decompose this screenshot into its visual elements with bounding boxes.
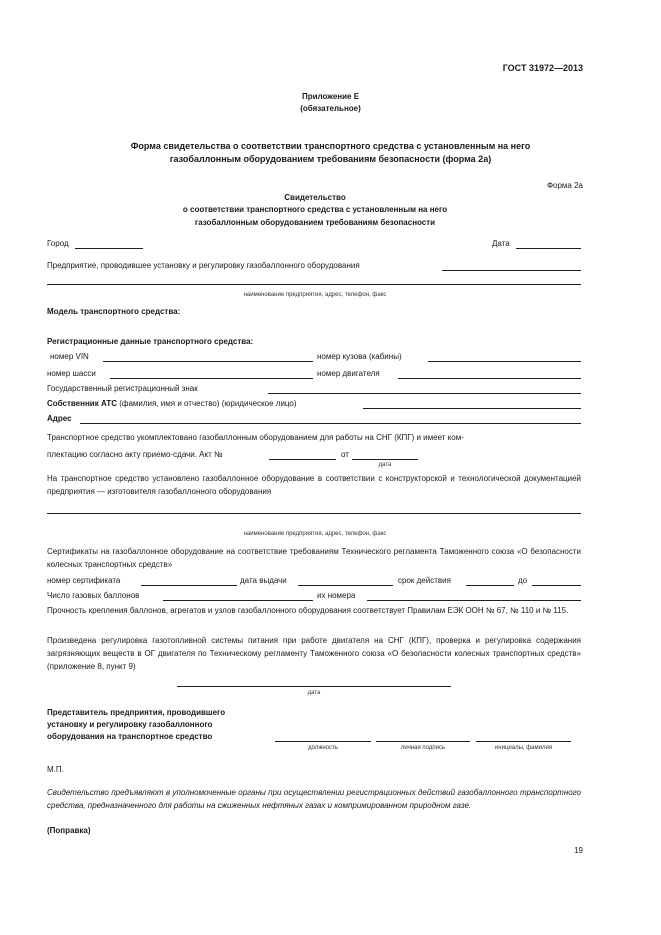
representative-line3: оборудования на транспортное средство <box>47 732 213 741</box>
initials-field[interactable] <box>476 741 571 742</box>
owner-field[interactable] <box>363 408 581 409</box>
page-number: 19 <box>574 846 583 855</box>
state-reg-field[interactable] <box>268 393 581 394</box>
act-date-field[interactable] <box>352 459 418 460</box>
chassis-number-label: номер шасси <box>47 369 96 378</box>
appendix-status: (обязательное) <box>300 104 361 113</box>
validity-label: срок действия <box>398 576 451 585</box>
act-date-hint: дата <box>378 462 392 468</box>
cylinder-numbers-field[interactable] <box>367 600 581 601</box>
owner-label: Собственник АТС <box>47 399 117 408</box>
cert-number-label: номер сертификата <box>47 576 121 585</box>
initials-hint: инициалы, фамилия <box>494 745 553 751</box>
equipped-text-line2: плектацию согласно акту приемо-сдачи. Акт № <box>47 450 223 459</box>
enterprise-hint: наименование предприятия, адрес, телефон, факс <box>243 292 387 298</box>
installed-text: На транспортное средство установлено газобаллонное оборудование в соответствии с конструкторской и технологической документацией предприятия — изготовителя газобаллонного оборудования <box>47 474 581 496</box>
city-label: Город <box>47 239 69 248</box>
cert-title-line1: Свидетельство <box>284 193 346 202</box>
amendment-label: (Поправка) <box>47 826 91 835</box>
act-number-field[interactable] <box>269 459 336 460</box>
appendix-title: Приложение Е <box>301 92 360 101</box>
until-label: до <box>518 576 528 585</box>
position-field[interactable] <box>275 741 371 742</box>
enterprise-field-2[interactable] <box>47 284 581 285</box>
equipped-text-line1: Транспортное средство укомплектовано газобаллонным оборудованием для работы на СНГ (КПГ) и имеет ком- <box>47 433 464 442</box>
engine-number-field[interactable] <box>398 378 581 379</box>
issue-date-field[interactable] <box>298 585 393 586</box>
signature-field[interactable] <box>376 741 470 742</box>
adjust-date-hint: дата <box>307 690 321 696</box>
adjust-text: Произведена регулировка газотопливной системы питания при работе двигателя на СНГ (КПГ), проверка и регулировка содержания загрязняющих веществ в ОГ двигателя по Техническому регламенту Таможенного союза «О безопасности колесных транспортных средств» (приложение 8, пункт 9) <box>47 636 581 671</box>
from-label: от <box>341 450 349 459</box>
cylinder-numbers-label: их номера <box>317 591 356 600</box>
body-number-label: номер кузова (кабины) <box>317 352 402 361</box>
owner-label-row <box>47 399 297 408</box>
certs-text: Сертификаты на газобаллонное оборудование на соответствие требованиям Технического регламента Таможенного союза «О безопасности колесных транспортных средств» <box>47 547 581 569</box>
signature-hint: личная подпись <box>400 745 446 751</box>
representative-line2: установку и регулировку газобаллонного <box>47 720 213 729</box>
city-field[interactable] <box>75 248 143 249</box>
body-number-field[interactable] <box>428 361 581 362</box>
vin-field[interactable] <box>103 361 313 362</box>
reg-data-label: Регистрационные данные транспортного средства: <box>47 337 254 346</box>
cylinders-label: Число газовых баллонов <box>47 591 140 600</box>
issue-date-label: дата выдачи <box>240 576 287 585</box>
cert-number-field[interactable] <box>141 585 237 586</box>
owner-hint: (фамилия, имя и отчество) (юридическое лицо) <box>119 399 297 408</box>
model-label: Модель транспортного средства: <box>47 307 181 316</box>
cert-title-line2: о соответствии транспортного средства с установленным на него <box>182 205 448 214</box>
date-field[interactable] <box>516 248 581 249</box>
address-field[interactable] <box>80 423 581 424</box>
stamp-label: М.П. <box>47 765 64 774</box>
representative-line1: Представитель предприятия, проводившего <box>47 708 226 717</box>
cert-title-line3: газобаллонным оборудованием требованиям безопасности <box>194 218 436 227</box>
enterprise-label: Предприятие, проводившее установку и регулировку газобаллонного оборудования <box>47 261 360 270</box>
engine-number-label: номер двигателя <box>317 369 380 378</box>
strength-text: Прочность крепления баллонов, агрегатов и узлов газобаллонного оборудования соответствует Правилам ЕЭК ООН № 67, № 110 и № 115. <box>47 606 569 615</box>
enterprise-field[interactable] <box>442 270 581 271</box>
date-label: Дата <box>492 239 510 248</box>
address-label: Адрес <box>47 414 72 423</box>
until-field[interactable] <box>532 585 581 586</box>
footnote-text: Свидетельство предъявляют в уполномоченные органы при осуществлении регистрационных действий газобаллонного транспортного средства, предназначенного для работы на сжиженных нефтяных газах и компримированном природном газе. <box>47 788 581 810</box>
adjust-date-field[interactable] <box>177 686 451 687</box>
cylinders-field[interactable] <box>163 600 313 601</box>
vin-label: номер VIN <box>50 352 89 361</box>
state-reg-label: Государственный регистрационный знак <box>47 384 198 393</box>
chassis-number-field[interactable] <box>110 378 313 379</box>
form-label: Форма 2а <box>546 181 583 190</box>
manufacturer-field[interactable] <box>47 513 581 514</box>
form-title-line1: Форма свидетельства о соответствии транспортного средства с установленным на него <box>130 141 531 151</box>
validity-field[interactable] <box>466 585 514 586</box>
position-hint: должность <box>308 745 338 751</box>
form-title-line2: газобаллонным оборудованием требованиям безопасности (форма 2а) <box>169 154 492 164</box>
standard-number: ГОСТ 31972—2013 <box>502 63 583 73</box>
manufacturer-hint: наименование предприятия, адрес, телефон, факс <box>243 531 387 537</box>
